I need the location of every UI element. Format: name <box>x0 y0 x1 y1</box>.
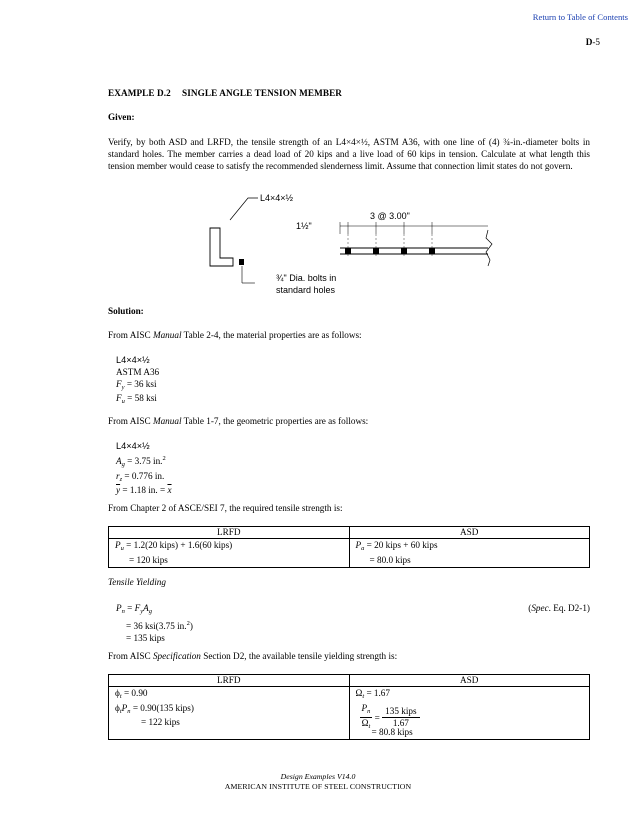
figure-bolts-note-1: ¾" Dia. bolts in <box>276 273 337 283</box>
table2-asd-header: ASD <box>349 675 590 687</box>
example-title: SINGLE ANGLE TENSION MEMBER <box>182 88 343 98</box>
bolt-3 <box>401 248 407 254</box>
available-strength-table <box>108 674 590 740</box>
material-intro: From AISC Manual Table 2-4, the material properties are as follows: <box>108 330 362 340</box>
available-strength-intro: From AISC Specification Section D2, the available tensile yielding strength is: <box>108 651 398 661</box>
figure-section-label: L4×4×½ <box>260 193 294 203</box>
material-shape: L4×4×½ <box>116 355 150 365</box>
fy-line: $F_y = 36$ ksi <box>116 378 157 391</box>
table2-lrfd-cell: $\phi_t = 0.90$ $\phi_tP_n = 0.90(135$ kips) = 122 kips <box>109 687 350 740</box>
solution-heading: Solution: <box>108 306 144 316</box>
example-heading <box>108 88 343 98</box>
geometric-shape: L4×4×½ <box>116 441 150 451</box>
return-to-toc-link[interactable]: Return to Table of Contents <box>532 12 628 22</box>
required-strength-intro: From Chapter 2 of ASCE/SEI 7, the required tensile strength is: <box>108 503 343 513</box>
fraction-pn-over-omega: $\frac{P_n}{\Omega_t}$ <box>361 702 371 730</box>
table1-lrfd-cell: $P_u = 1.2(20$ kips) + 1.6(60 kips) = 120 kips <box>109 539 350 568</box>
material-grade: ASTM A36 <box>116 366 160 377</box>
tensile-yielding-heading: Tensile Yielding <box>108 577 166 587</box>
fu-line: $F_u = 58$ ksi <box>116 393 157 406</box>
fraction-values: $\frac{\text{135 kips}}{1.67}$ <box>382 706 419 730</box>
table1-lrfd-header: LRFD <box>109 527 350 539</box>
section-bolt-mark <box>239 259 244 265</box>
ag-line: $A_g = 3.75$ in.$^2$ <box>116 454 166 468</box>
table1-asd-header: ASD <box>349 527 590 539</box>
angle-section-shape <box>210 228 233 266</box>
figure-bolts-note-2: standard holes <box>276 285 336 295</box>
example-number: EXAMPLE D.2 <box>108 88 171 98</box>
page-number-prefix: D <box>585 37 593 47</box>
geometric-properties <box>116 441 172 497</box>
required-strength-table <box>108 526 590 568</box>
equation-reference: (Spec. Eq. D2-1) <box>528 603 590 613</box>
footer-publisher: AMERICAN INSTITUTE OF STEEL CONSTRUCTION <box>224 782 412 791</box>
figure-bolt-spacing: 3 @ 3.00" <box>370 211 410 221</box>
table1-asd-cell: $P_a = 20$ kips + 60 kips = 80.0 kips <box>349 539 590 568</box>
page-number-suffix: -5 <box>592 37 600 47</box>
geometric-intro: From AISC Manual Table 1-7, the geometric properties are as follows: <box>108 416 369 426</box>
figure-edge-distance: 1½" <box>296 221 312 231</box>
given-heading: Given: <box>108 112 135 122</box>
material-properties <box>116 355 159 408</box>
ybar-line: $\overline{y} = 1.18$ in. = $\overline{x}$ <box>116 485 172 496</box>
footer-edition: Design Examples V14.0 <box>280 772 356 781</box>
section-leader-line <box>230 198 258 220</box>
rz-line: $r_z = 0.776$ in. <box>116 470 165 483</box>
angle-connection-figure <box>200 190 500 300</box>
table2-asd-cell: $\Omega_t = 1.67$ $\frac{P_n}{\Omega_t}$ = $\frac{\text{135 kips}}{1.67}$ = 80.8 kips <box>349 687 590 740</box>
table2-lrfd-header: LRFD <box>109 675 350 687</box>
page-number <box>540 37 600 47</box>
given-paragraph: Verify, by both ASD and LRFD, the tensile strength of an L4×4×½, ASTM A36, with one line of (4) ¾-in.-diameter bolts in standard holes. The member carries a dead load of 20 kips and a live load of 60 kips in tension. Calculate at what length this tension member would cease to satisfy the recommended slenderness limit. Assume that connection limit states do not govern. <box>108 137 590 172</box>
asd-fraction-row: $\frac{P_n}{\Omega_t}$ = $\frac{\text{135 kips}}{1.67}$ <box>356 703 584 727</box>
bolt-2 <box>373 248 379 254</box>
bolt-4 <box>429 248 435 254</box>
bolt-1 <box>345 248 351 254</box>
yielding-equation: $P_n = F_yA_g$ = 36 ksi(3.75 in.$^2$) = 135 kips <box>116 603 193 643</box>
